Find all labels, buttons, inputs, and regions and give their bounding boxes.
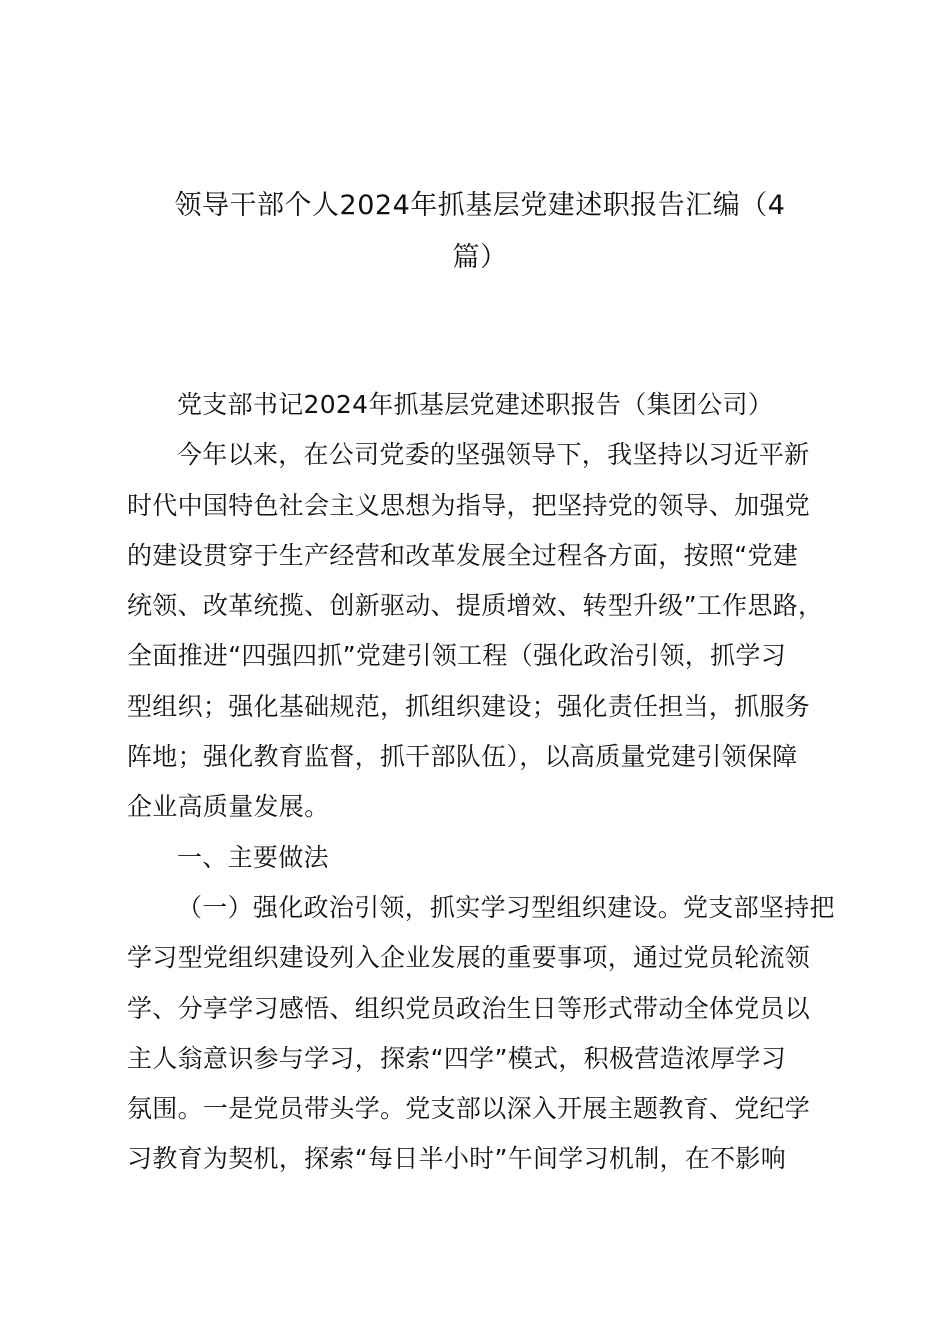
- paragraph-line: 统领、改革统揽、创新驱动、提质增效、转型升级”工作思路，: [127, 591, 824, 621]
- paragraph-line: 企业高质量发展。: [127, 792, 330, 822]
- paragraph-line: 全面推进“四强四抓”党建引领工程（强化政治引领，抓学习: [127, 641, 787, 671]
- paragraph-line: 氛围。一是党员带头学。党支部以深入开展主题教育、党纪学: [127, 1094, 811, 1124]
- section-heading: 党支部书记2024年抓基层党建述职报告（集团公司）: [177, 390, 774, 419]
- paragraph-line: 今年以来，在公司党委的坚强领导下，我坚持以习近平新: [177, 440, 810, 470]
- document-body: [127, 380, 833, 1185]
- paragraph-line: 学、分享学习感悟、组织党员政治生日等形式带动全体党员以: [127, 993, 811, 1023]
- document-title: 领导干部个人2024年抓基层党建述职报告汇编（4 篇）: [174, 190, 786, 273]
- paragraph-line: 习教育为契机，探索“每日半小时”午间学习机制，在不影响: [127, 1144, 787, 1174]
- paragraph-line: 型组织；强化基础规范，抓组织建设；强化责任担当，抓服务: [127, 691, 811, 721]
- paragraph-line: 主人翁意识参与学习，探索“四学”模式，积极营造浓厚学习: [127, 1043, 787, 1073]
- paragraph-line: （一）强化政治引领，抓实学习型组织建设。党支部坚持把: [177, 892, 835, 922]
- paragraph-line: 一、主要做法: [177, 842, 329, 872]
- paragraph-line: 的建设贯穿于生产经营和改革发展全过程各方面，按照“党建: [127, 540, 799, 570]
- paragraph-line: 学习型党组织建设列入企业发展的重要事项，通过党员轮流领: [127, 943, 811, 973]
- paragraph-line: 阵地；强化教育监督，抓干部队伍），以高质量党建引领保障: [127, 742, 798, 772]
- paragraph-line: 时代中国特色社会主义思想为指导，把坚持党的领导、加强党: [127, 490, 811, 520]
